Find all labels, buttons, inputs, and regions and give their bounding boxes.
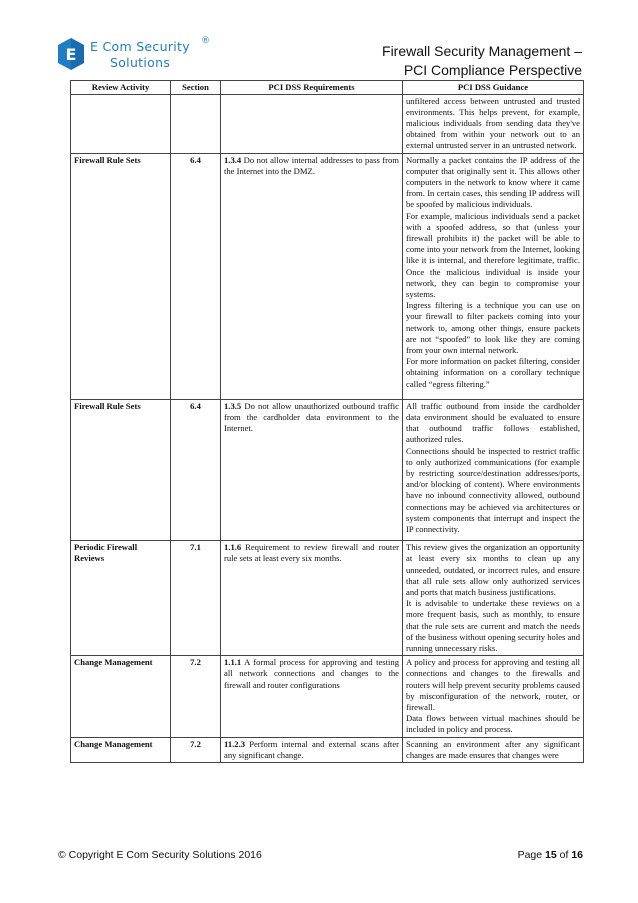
guidance-cell [403,399,584,540]
table-row [71,399,584,540]
guidance-spacer [406,390,580,398]
guidance-cell [403,94,584,153]
pci-compliance-table [70,80,584,763]
guidance-paragraph: A policy and process for approving and testing all connections and changes to the firewalls and routers will help prevent security problems caused by misconfiguration of the network, router, or firewall. [406,657,580,713]
review-activity-cell: Change Management [71,656,171,737]
requirement-text: Requirement to review firewall and router rule sets at least every six months. [224,542,399,564]
column-header-guidance: PCI DSS Guidance [403,81,584,95]
table-header-row [71,81,584,95]
requirement-cell [221,94,403,153]
current-page: 15 [545,849,557,861]
document-title [382,42,582,80]
page-header [0,0,638,80]
review-activity-cell: Change Management [71,737,171,762]
guidance-cell [403,153,584,399]
logo-letter: E [65,45,77,64]
review-activity-cell: Firewall Rule Sets [71,399,171,540]
requirement-text: A formal process for approving and testing all network connections and changes to the firewall and router configurations [224,657,399,690]
review-activity-cell [71,94,171,153]
column-header-section: Section [171,81,221,95]
section-cell: 7.1 [171,541,221,656]
requirement-text: Perform internal and external scans after any significant change. [224,738,399,760]
requirement-cell [221,153,403,399]
document-title-line-2: PCI Compliance Perspective [403,62,582,78]
requirement-cell [221,541,403,656]
requirement-cell [221,656,403,737]
requirement-number: 1.1.1 [224,657,242,668]
guidance-paragraph: Scanning an environment after any significant changes are made ensures that changes were [406,738,580,760]
section-cell: 7.2 [171,656,221,737]
logo-e-icon [58,38,84,70]
table-row [71,656,584,737]
review-activity-cell: Periodic Firewall Reviews [71,541,171,656]
logo-subtitle: Solutions [110,55,171,70]
requirement-number: 1.3.5 [224,400,242,411]
guidance-cell [403,737,584,762]
guidance-paragraph: Data flows between virtual machines should be included in policy and process. [406,713,580,735]
section-cell: 6.4 [171,399,221,540]
logo-name: E Com Security [90,39,190,54]
company-logo [58,38,218,72]
guidance-paragraph: unfiltered access between untrusted and trusted environments. This helps prevent, for example, malicious individuals from sending data they've obtained from within your network out to an external untrusted server in an untrusted network. [406,95,580,151]
requirement-text: Do not allow unauthorized outbound traffic from the cardholder data environment to the Internet. [224,400,399,434]
section-cell [171,94,221,153]
guidance-paragraph: Ingress filtering is a technique you can use on your firewall to filter packets coming into your network to, among other things, ensure packets are not “spoofed” to look like they are coming from your own internal network. [406,300,580,355]
requirement-cell [221,399,403,540]
table-row [71,541,584,656]
guidance-paragraph: For more information on packet filtering, consider obtaining information on a corollary technique called “egress filtering.” [406,356,580,389]
requirement-number: 1.3.4 [224,154,242,165]
requirement-number: 1.1.6 [224,542,242,553]
page-of-label: of [556,849,572,861]
document-title-line-1: Firewall Security Management – [382,43,582,59]
page-number [518,849,583,861]
table-row [71,153,584,399]
table-row [71,94,584,153]
guidance-paragraph: This review gives the organization an opportunity at least every six months to clean up any unneeded, outdated, or incorrect rules, and ensure that all rule sets allow only authorized services and ports that match business justifications. [406,542,580,598]
guidance-cell [403,656,584,737]
copyright-notice: © Copyright E Com Security Solutions 2016 [58,849,262,861]
requirement-cell [221,737,403,762]
section-cell: 6.4 [171,153,221,399]
guidance-paragraph: All traffic outbound from inside the cardholder data environment should be evaluated to ensure that outbound traffic follows established, authorized rules. [406,400,580,445]
guidance-cell [403,541,584,656]
review-activity-cell: Firewall Rule Sets [71,153,171,399]
page-label: Page [517,849,546,861]
guidance-paragraph: For example, malicious individuals send a packet with a spoofed address, so that (unless your firewall prohibits it) the packet will be able to come into your network from the Internet, looking like it is internal, and therefore legitimate, traffic. Once the malicious individual is inside your network, they can begin to compromise your systems. [406,210,580,299]
column-header-review-activity: Review Activity [71,81,171,95]
guidance-paragraph: It is advisable to undertake these reviews on a more frequent basis, such as monthly, to ensure that the rule sets are current and match the needs of the business without opening security holes and running unnecessary risks. [406,598,580,654]
guidance-paragraph: Connections should be inspected to restrict traffic to only authorized communications (for example by restricting source/destination addresses/ports, and/or blocking of content). Where environments have no inbound connectivity allowed, outbound connections may be achieved via architectures or system components that interrupt and inspect the IP connectivity. [406,445,580,535]
guidance-spacer [406,535,580,539]
section-cell: 7.2 [171,737,221,762]
column-header-requirements: PCI DSS Requirements [221,81,403,95]
total-pages: 16 [571,849,583,861]
guidance-paragraph: Normally a packet contains the IP address of the computer that originally sent it. This allows other computers in the network to know where it came from. In certain cases, this sending IP address will be spoofed by malicious individuals. [406,154,580,210]
table-row [71,737,584,762]
logo-registered-mark: ® [201,36,210,46]
requirement-text: Do not allow internal addresses to pass from the Internet into the DMZ. [224,154,399,176]
requirement-number: 11.2.3 [224,738,246,749]
